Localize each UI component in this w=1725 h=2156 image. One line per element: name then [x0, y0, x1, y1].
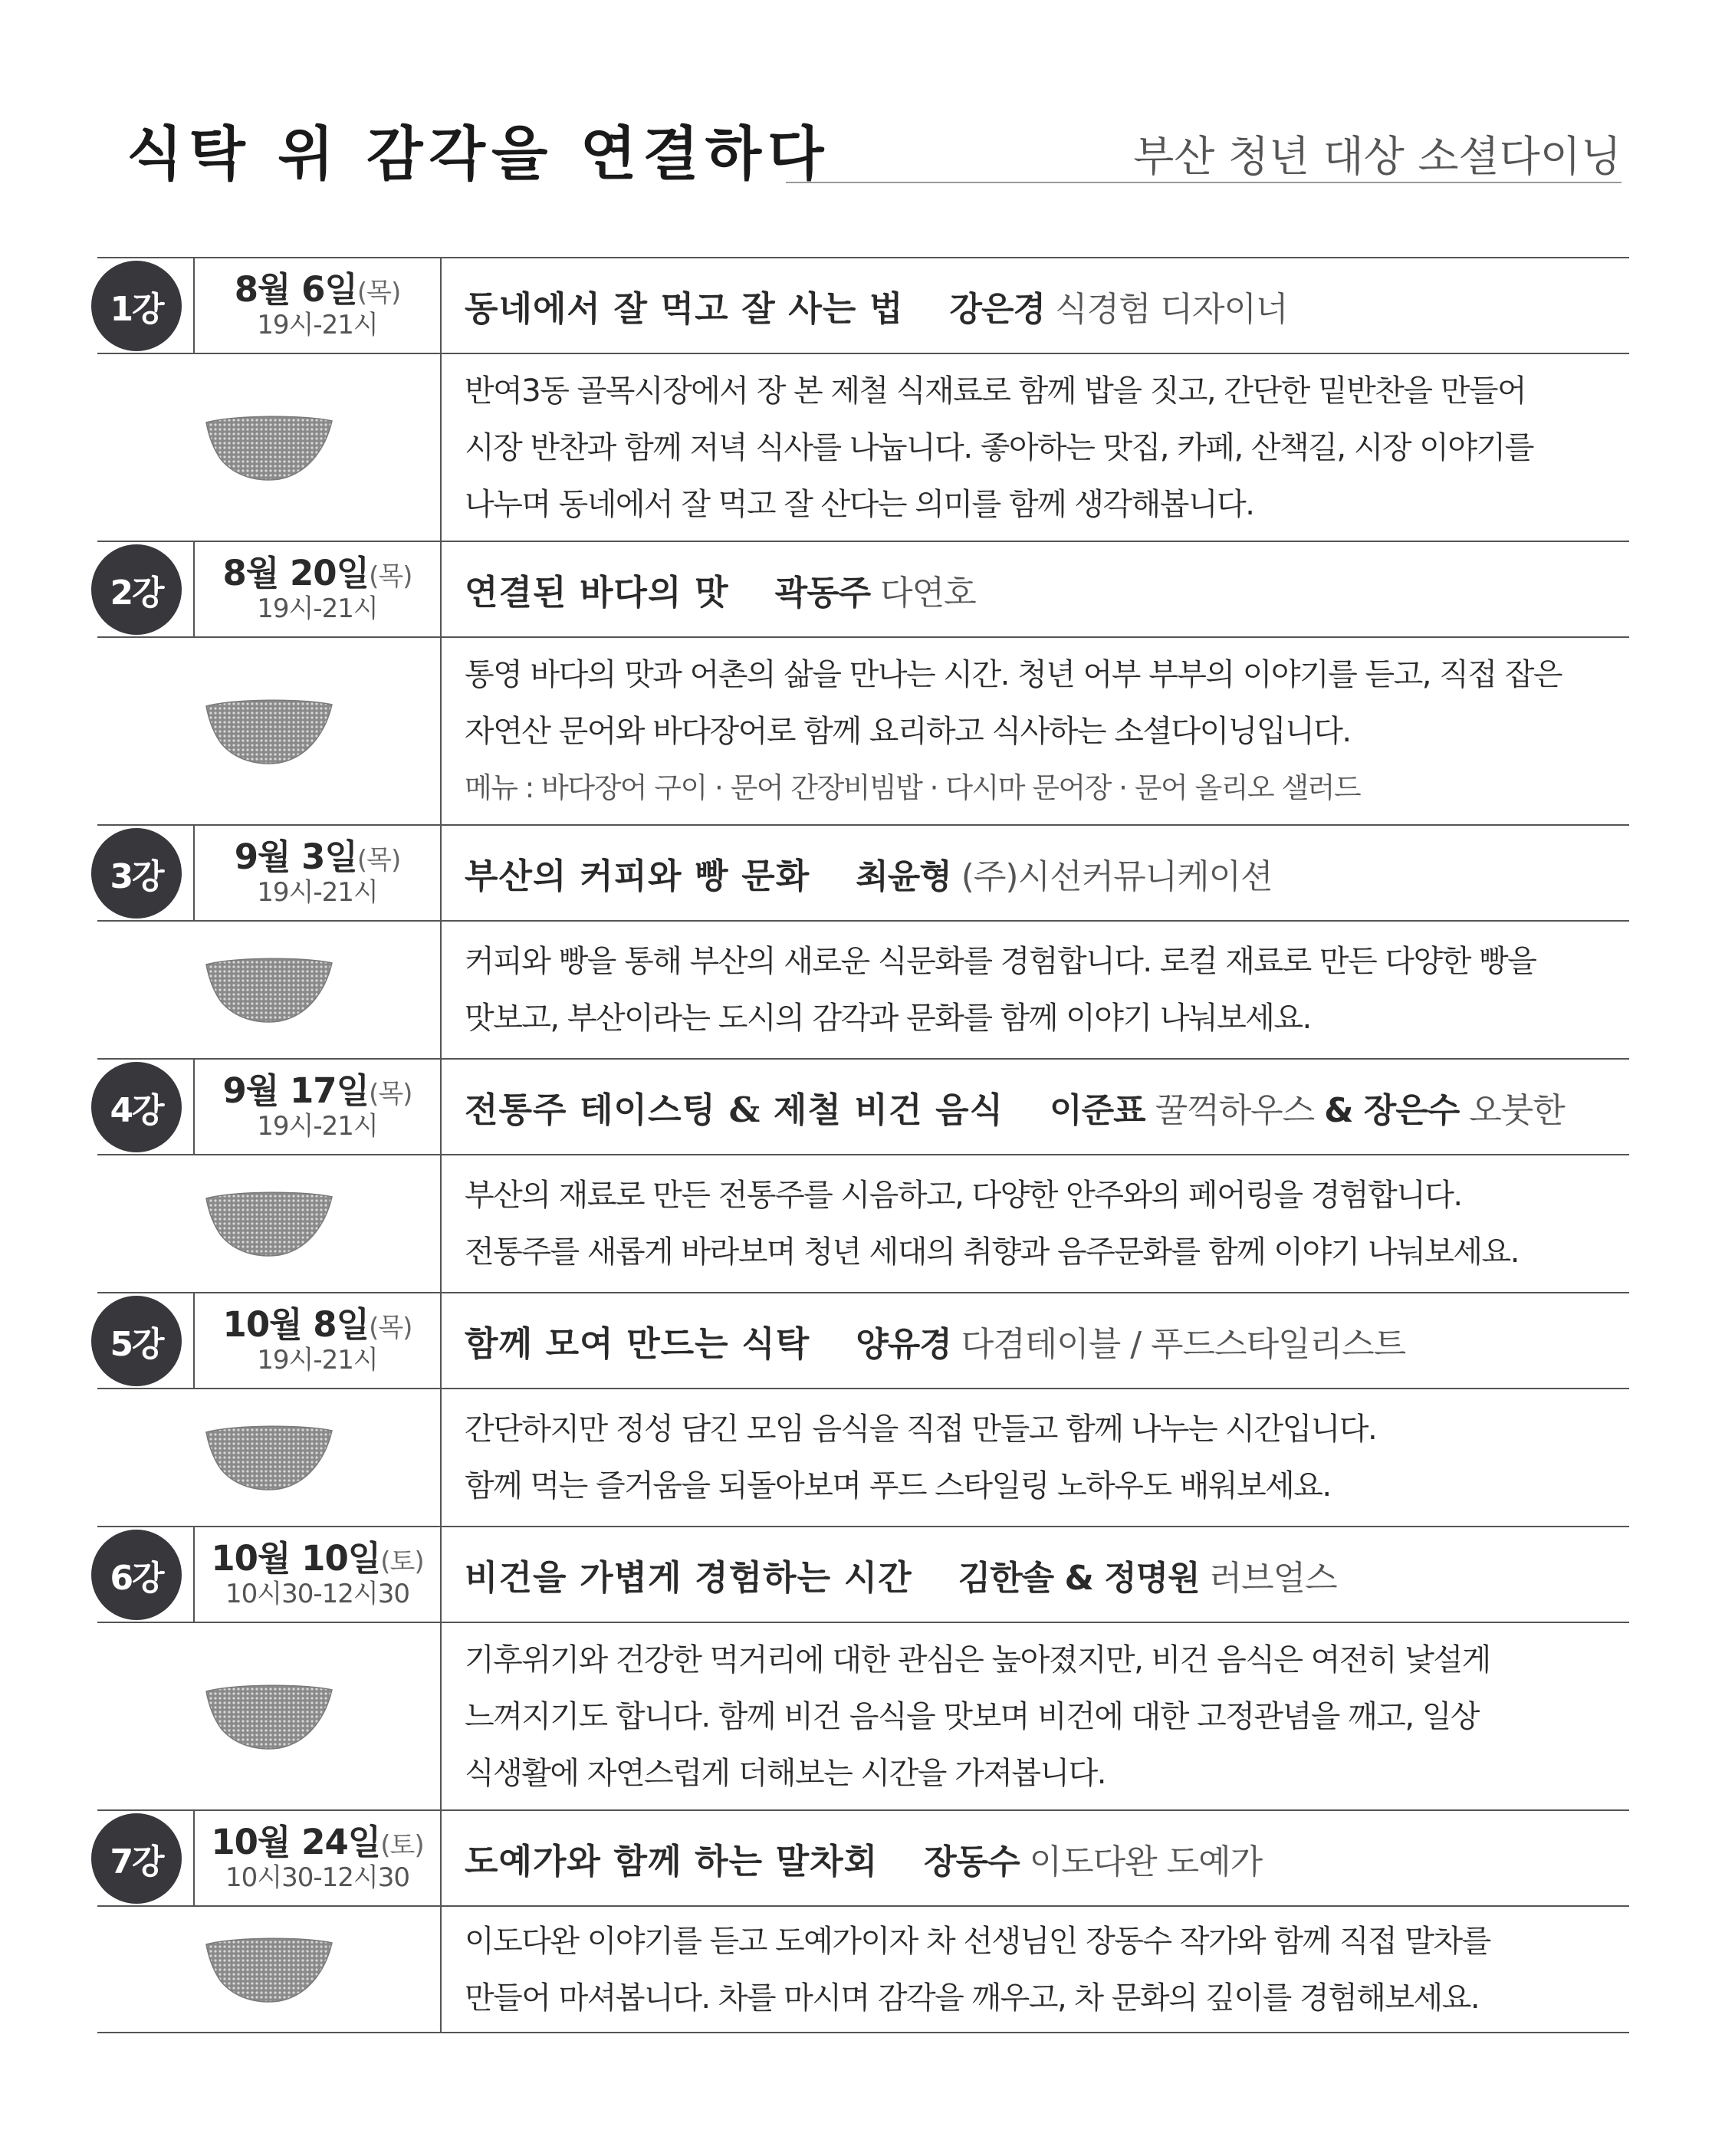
description-line: 맛보고, 부산이라는 도시의 감각과 문화를 함께 이야기 나눠보세요.: [465, 1001, 1311, 1036]
speaker-affiliation: 러브얼스: [1199, 1558, 1337, 1598]
session-number-cell: [97, 258, 195, 353]
session-speaker: [958, 1550, 1337, 1599]
session-header-row: [97, 1060, 1629, 1155]
session-description: [442, 638, 1629, 824]
session-number-cell: [97, 1060, 195, 1154]
session-description: [442, 1623, 1629, 1809]
session-speaker: [775, 565, 976, 614]
session-time: 19시-21시: [257, 1344, 378, 1375]
session-number-cell: [97, 1527, 195, 1622]
page-subtitle: 부산 청년 대상 소셜다이닝: [1133, 132, 1622, 181]
session-date: [235, 270, 401, 310]
session-number-cell: [97, 1293, 195, 1388]
session-image-cell: [97, 354, 442, 541]
session-description: [442, 1389, 1629, 1526]
session-image-cell: [97, 1155, 442, 1292]
session-date: [223, 554, 412, 593]
session-date-cell: [195, 542, 442, 636]
session-speaker: [856, 1316, 1405, 1366]
speaker-affiliation: 다연호: [870, 573, 976, 613]
session-body-row: [97, 1623, 1629, 1811]
session-description: [442, 1155, 1629, 1292]
session-number-badge: 3강: [91, 828, 182, 919]
bowl-image: [204, 955, 334, 1024]
speaker-name: 곽동주: [774, 573, 871, 613]
session-menu: 메뉴 : 바다장어 구이 · 문어 간장비빔밥 · 다시마 문어장 · 문어 올리오 샐러드: [465, 771, 1361, 804]
session-date-text: 9월 17일: [222, 1070, 370, 1112]
session-topic: 부산의 커피와 빵 문화: [465, 856, 810, 896]
session-date-cell: [195, 1293, 442, 1388]
description-line: 이도다완 이야기를 듣고 도예가이자 차 선생님인 장동수 작가와 함께 직접 말차를: [465, 1923, 1490, 1959]
session-image-cell: [97, 922, 442, 1058]
session-weekday: (목): [369, 1079, 412, 1110]
session-date: [235, 837, 401, 877]
session-title-cell: [442, 1293, 1629, 1388]
bowl-image: [204, 1423, 334, 1492]
speaker-affiliation: 오붓한: [1459, 1090, 1565, 1130]
session-date-text: 10월 10일: [211, 1538, 381, 1579]
description-line: 식생활에 자연스럽게 더해보는 시간을 가져봅니다.: [465, 1755, 1106, 1791]
speaker-name: 장동수: [924, 1842, 1020, 1882]
description-line: 자연산 문어와 바다장어로 함께 요리하고 식사하는 소셜다이닝입니다.: [465, 713, 1351, 749]
session-header-row: [97, 258, 1629, 354]
title-underline: [786, 182, 1622, 183]
description-line: 만들어 마셔봅니다. 차를 마시며 감각을 깨우고, 차 문화의 깊이를 경험해보세요.: [465, 1980, 1480, 2016]
session-date-cell: [195, 258, 442, 353]
session-weekday: (목): [369, 561, 412, 593]
session-date-cell: [195, 1527, 442, 1622]
session-weekday: (목): [369, 1313, 412, 1344]
session-speaker: [856, 849, 1272, 898]
description-line: 시장 반찬과 함께 저녁 식사를 나눕니다. 좋아하는 맛집, 카페, 산책길, 시장 이야기를: [465, 429, 1533, 465]
session-speaker: [950, 281, 1288, 330]
session-time: 10시30-12시30: [225, 1578, 409, 1609]
session-date-text: 9월 3일: [234, 836, 357, 878]
description-line: 기후위기와 건강한 먹거리에 대한 관심은 높아졌지만, 비건 음식은 여전히 낯설게: [465, 1642, 1490, 1678]
session-title-cell: [442, 826, 1629, 920]
session-body-row: [97, 922, 1629, 1060]
session-body-row: [97, 354, 1629, 542]
speaker-name: 이준표: [1050, 1090, 1145, 1130]
session-speaker: [1050, 1083, 1565, 1132]
session-date: [211, 1539, 423, 1579]
speaker-name: 최윤형: [856, 856, 951, 896]
session-block: [97, 1293, 1629, 1527]
session-weekday: (토): [380, 1546, 424, 1578]
session-number-cell: [97, 1811, 195, 1905]
page-title: 식탁 위 감각을 연결하다: [127, 120, 830, 188]
session-topic: 비건을 가볍게 경험하는 시간: [465, 1557, 912, 1598]
description-line: 부산의 재료로 만든 전통주를 시음하고, 다양한 안주와의 페어링을 경험합니다.: [465, 1178, 1462, 1213]
session-weekday: (목): [356, 278, 401, 309]
session-header-row: [97, 542, 1629, 638]
bowl-image: [204, 413, 334, 482]
session-block: [97, 1811, 1629, 2033]
session-title-cell: [442, 542, 1629, 636]
speaker-affiliation: 이도다완 도예가: [1019, 1842, 1263, 1882]
description-line: 나누며 동네에서 잘 먹고 잘 산다는 의미를 함께 생각해봅니다.: [465, 486, 1254, 522]
bowl-image: [204, 1682, 334, 1751]
speaker-name: 양유경: [856, 1324, 951, 1364]
session-image-cell: [97, 1389, 442, 1526]
session-time: 10시30-12시30: [225, 1862, 409, 1893]
session-title-cell: [442, 258, 1629, 353]
session-topic: 도예가와 함께 하는 말차회: [465, 1841, 879, 1882]
description-line: 통영 바다의 맛과 어촌의 삶을 만나는 시간. 청년 어부 부부의 이야기를 듣고, 직접 잡은: [465, 656, 1562, 692]
session-number-badge: 5강: [91, 1296, 182, 1386]
bowl-image: [204, 697, 334, 766]
description-line: 커피와 빵을 통해 부산의 새로운 식문화를 경험합니다. 로컬 재료로 만든 다양한 빵을: [465, 944, 1536, 979]
session-date-cell: [195, 1811, 442, 1905]
description-line: 반여3동 골목시장에서 장 본 제철 식재료로 함께 밥을 짓고, 간단한 밑반찬을 만들어: [465, 373, 1526, 409]
session-body-row: [97, 1907, 1629, 2033]
session-description: [442, 1907, 1629, 2032]
session-number-badge: 4강: [91, 1062, 182, 1152]
session-time: 19시-21시: [257, 876, 378, 908]
session-date-cell: [195, 826, 442, 920]
session-weekday: (목): [356, 845, 401, 876]
session-block: [97, 826, 1629, 1060]
description-line: 전통주를 새롭게 바라보며 청년 세대의 취향과 음주문화를 함께 이야기 나눠보세요.: [465, 1234, 1519, 1270]
speaker-affiliation: 식경험 디자이너: [1045, 289, 1288, 329]
session-image-cell: [97, 1623, 442, 1809]
session-image-cell: [97, 638, 442, 824]
session-number-badge: 2강: [91, 544, 182, 635]
session-date: [223, 1305, 412, 1345]
session-number-badge: 6강: [91, 1530, 182, 1620]
session-header-row: [97, 1293, 1629, 1389]
session-body-row: [97, 638, 1629, 826]
bowl-image: [204, 1935, 334, 2004]
speaker-name: 강은경: [949, 289, 1046, 329]
speaker-affiliation: (주)시선커뮤니케이션: [951, 856, 1273, 896]
speaker-affiliation: 다겸테이블 / 푸드스타일리스트: [951, 1324, 1406, 1364]
session-weekday: (토): [380, 1830, 424, 1862]
session-description: [442, 922, 1629, 1058]
session-body-row: [97, 1155, 1629, 1293]
session-title-cell: [442, 1527, 1629, 1622]
session-number-cell: [97, 542, 195, 636]
session-date: [211, 1822, 423, 1862]
session-topic: 함께 모여 만드는 식탁: [465, 1323, 810, 1364]
session-header-row: [97, 826, 1629, 922]
session-header-row: [97, 1811, 1629, 1907]
description-line: 느껴지기도 합니다. 함께 비건 음식을 맛보며 비건에 대한 고정관념을 깨고, 일상: [465, 1698, 1480, 1734]
session-date-cell: [195, 1060, 442, 1154]
speaker-name: & 장은수: [1324, 1090, 1460, 1130]
session-header-row: [97, 1527, 1629, 1623]
session-time: 19시-21시: [257, 1110, 378, 1142]
session-number-cell: [97, 826, 195, 920]
session-date-text: 8월 20일: [222, 553, 370, 594]
session-description: [442, 354, 1629, 541]
session-topic: 동네에서 잘 먹고 잘 사는 법: [465, 288, 904, 329]
session-image-cell: [97, 1907, 442, 2032]
session-title-cell: [442, 1811, 1629, 1905]
description-line: 간단하지만 정성 담긴 모임 음식을 직접 만들고 함께 나누는 시간입니다.: [465, 1412, 1377, 1447]
description-line: 함께 먹는 즐거움을 되돌아보며 푸드 스타일링 노하우도 배워보세요.: [465, 1468, 1331, 1504]
session-body-row: [97, 1389, 1629, 1527]
session-block: [97, 542, 1629, 826]
session-block: [97, 258, 1629, 542]
session-topic: 전통주 테이스팅 & 제철 비건 음식: [465, 1090, 1004, 1130]
session-block: [97, 1060, 1629, 1293]
bowl-image: [204, 1189, 334, 1258]
session-title-cell: [442, 1060, 1629, 1154]
speaker-affiliation: 꿀꺽하우스: [1145, 1090, 1325, 1130]
session-topic: 연결된 바다의 맛: [465, 572, 729, 613]
session-time: 19시-21시: [257, 309, 378, 340]
session-speaker: [924, 1834, 1262, 1883]
session-number-badge: 7강: [91, 1813, 182, 1904]
session-date-text: 10월 24일: [211, 1822, 381, 1863]
session-number-badge: 1강: [91, 261, 182, 351]
speaker-name: 김한솔 & 정명원: [958, 1558, 1200, 1598]
session-date-text: 10월 8일: [222, 1304, 370, 1346]
session-block: [97, 1527, 1629, 1811]
session-time: 19시-21시: [257, 593, 378, 624]
schedule-table: [97, 257, 1629, 2033]
session-date: [223, 1071, 412, 1111]
session-date-text: 8월 6일: [234, 269, 357, 311]
